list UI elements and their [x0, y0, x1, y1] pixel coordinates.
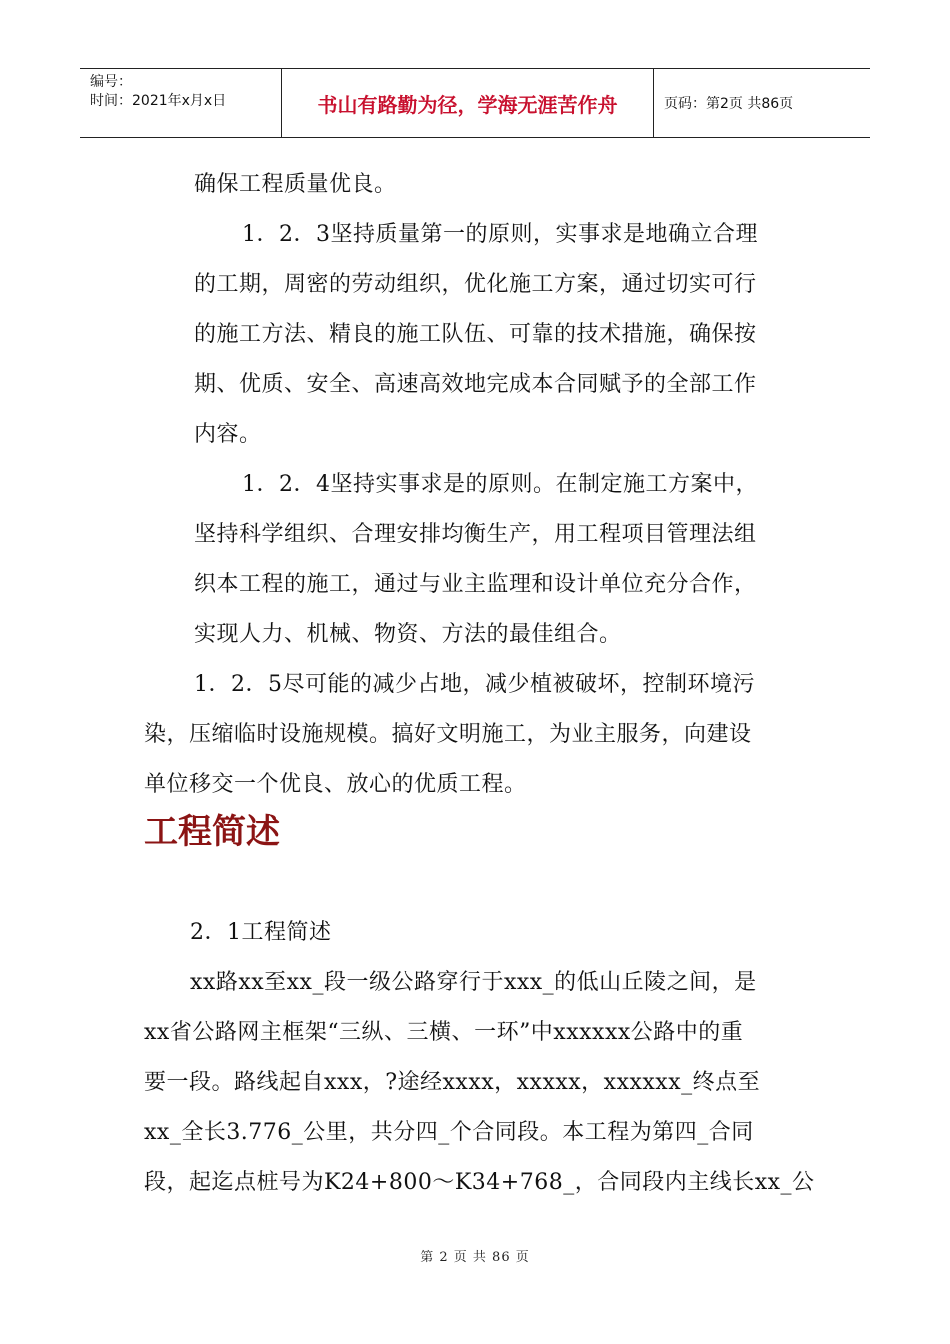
body-line: 织本工程的施工，通过与业主监理和设计单位充分合作，	[194, 572, 757, 597]
body-line: 内容。	[194, 422, 262, 447]
body-line: 1．2．3坚持质量第一的原则，实事求是地确立合理	[242, 222, 758, 247]
body-line: 确保工程质量优良。	[194, 172, 397, 197]
section-line: xx省公路网主框架“三纵、三横、一环”中xxxxxx公路中的重	[144, 1020, 744, 1045]
header-page-info: 页码：第2页 共86页	[664, 96, 794, 112]
section-line: 要一段。路线起自xxx，?途经xxxx，xxxxx，xxxxxx_终点至	[144, 1070, 761, 1095]
section-line: xx_全长3.776_公里，共分四_个合同段。本工程为第四_合同	[144, 1120, 754, 1145]
body-line: 坚持科学组织、合理安排均衡生产，用工程项目管理法组	[194, 522, 757, 547]
page-footer: 第 2 页 共 86 页	[420, 1250, 530, 1265]
section-title: 工程简述	[144, 812, 280, 852]
header-motto: 书山有路勤为径，学海无涯苦作舟	[282, 69, 654, 137]
time-label: 时间：2021年x月x日	[90, 93, 227, 109]
section-line: xx路xx至xx_段一级公路穿行于xxx_的低山丘陵之间，是	[190, 970, 757, 995]
body-line: 的工期，周密的劳动组织，优化施工方案，通过切实可行	[194, 272, 757, 297]
body-line: 1．2．5尽可能的减少占地，减少植被破坏，控制环境污	[194, 672, 755, 697]
body-line: 期、优质、安全、高速高效地完成本合同赋予的全部工作	[194, 372, 757, 397]
body-line: 染，压缩临时设施规模。搞好文明施工，为业主服务，向建设	[144, 722, 752, 747]
body-line: 实现人力、机械、物资、方法的最佳组合。	[194, 622, 622, 647]
section-line: 段，起迄点桩号为K24+800～K34+768_，合同段内主线长xx_公	[144, 1170, 815, 1195]
section-line: 2．1工程简述	[190, 920, 332, 945]
header-meta	[80, 69, 282, 137]
page-header	[80, 68, 870, 138]
body-line: 单位移交一个优良、放心的优质工程。	[144, 772, 527, 797]
body-line: 1．2．4坚持实事求是的原则。在制定施工方案中，	[242, 472, 758, 497]
number-label: 编号：	[90, 74, 132, 90]
body-line: 的施工方法、精良的施工队伍、可靠的技术措施，确保按	[194, 322, 757, 347]
